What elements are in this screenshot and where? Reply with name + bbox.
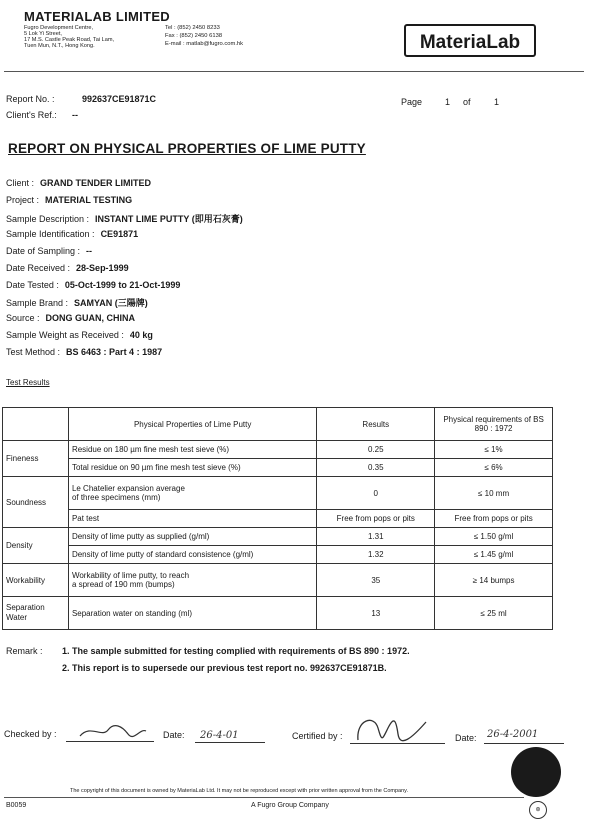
page-total: 1: [494, 97, 500, 107]
checked-by-label: Checked by :: [4, 729, 57, 739]
detail-date-of-sampling: Date of Sampling : --: [6, 246, 93, 256]
table-header-property: Physical Properties of Lime Putty: [68, 408, 316, 441]
remark-item: 2. This report is to supersede our previous test report no. 992637CE91871B.: [62, 663, 387, 673]
company-seal: [511, 747, 561, 797]
footer-divider: [4, 797, 524, 798]
group-company: A Fugro Group Company: [251, 802, 329, 809]
detail-client: Client : GRAND TENDER LIMITED: [6, 178, 152, 188]
property-cell: Le Chatelier expansion average of three specimens (mm): [68, 477, 316, 510]
category-cell: Density: [3, 528, 69, 564]
detail-sample-weight: Sample Weight as Received : 40 kg: [6, 330, 153, 340]
property-cell: Pat test: [68, 510, 316, 528]
category-cell: Workability: [3, 564, 69, 597]
table-row: [3, 546, 553, 564]
test-results-label: Test Results: [6, 378, 50, 387]
date-label: Date:: [163, 730, 185, 740]
requirement-cell: Free from pops or pits: [435, 510, 553, 528]
property-cell: Density of lime putty as supplied (g/ml): [68, 528, 316, 546]
address-line: Tuen Mun, N.T., Hong Kong.: [24, 43, 95, 49]
table-header-requirement: Physical requirements of BS 890 : 1972: [435, 408, 553, 441]
detail-sample-brand: Sample Brand : SAMYAN (三陽牌): [6, 298, 148, 308]
result-cell: 0.35: [317, 459, 435, 477]
company-name: MATERIALAB LIMITED: [24, 9, 170, 24]
table-header-blank: [3, 408, 69, 441]
category-cell: Separation Water: [3, 597, 69, 630]
property-cell: Residue on 180 µm fine mesh test sieve (%): [68, 441, 316, 459]
report-no: 992637CE91871C: [82, 94, 157, 104]
address-line: Fugro Development Centre,: [24, 25, 94, 31]
checked-date-line: [195, 742, 265, 743]
table-header-results: Results: [317, 408, 435, 441]
property-cell: Total residue on 90 µm fine mesh test sieve (%): [68, 459, 316, 477]
requirement-cell: ≤ 1%: [435, 441, 553, 459]
requirement-cell: ≤ 10 mm: [435, 477, 553, 510]
result-cell: 35: [317, 564, 435, 597]
copyright-notice: The copyright of this document is owned by MateriaLab Ltd. It may not be reproduced except with prior written approval from the Company.: [70, 788, 409, 794]
requirement-cell: ≤ 6%: [435, 459, 553, 477]
certified-date-label: Date:: [455, 733, 477, 743]
detail-source: Source : DONG GUAN, CHINA: [6, 313, 136, 323]
result-cell: 0.25: [317, 441, 435, 459]
requirement-cell: ≤ 1.50 g/ml: [435, 528, 553, 546]
certified-date-line: [484, 743, 564, 744]
result-cell: 1.31: [317, 528, 435, 546]
requirement-cell: ≤ 1.45 g/ml: [435, 546, 553, 564]
property-cell: Separation water on standing (ml): [68, 597, 316, 630]
remark-item: 1. The sample submitted for testing complied with requirements of BS 890 : 1972.: [62, 646, 410, 656]
table-row: [3, 441, 553, 459]
detail-project: Project : MATERIAL TESTING: [6, 195, 133, 205]
detail-test-method: Test Method : BS 6463 : Part 4 : 1987: [6, 347, 163, 357]
contact-fax: Fax : (852) 2450 6138: [165, 33, 223, 39]
page-current: 1: [445, 97, 451, 107]
address-line: 17 M.S. Castle Peak Road, Tai Lam,: [24, 37, 115, 43]
result-cell: 13: [317, 597, 435, 630]
contact-tel: Tel : (852) 2450 8233: [165, 25, 220, 31]
detail-date-tested: Date Tested : 05-Oct-1999 to 21-Oct-1999: [6, 280, 181, 290]
checked-date: 26-4-01: [200, 730, 239, 741]
clients-ref-label: Client's Ref.:: [6, 110, 57, 120]
report-no-label: Report No. :: [6, 94, 55, 104]
property-cell: Workability of lime putty, to reach a spread of 190 mm (bumps): [68, 564, 316, 597]
results-table: [2, 407, 553, 630]
property-cell: Density of lime putty of standard consistence (g/ml): [68, 546, 316, 564]
table-row: [3, 528, 553, 546]
result-cell: 1.32: [317, 546, 435, 564]
table-row: [3, 510, 553, 528]
category-cell: Soundness: [3, 477, 69, 528]
form-code: B0059: [6, 802, 27, 809]
certified-by-line: [350, 743, 445, 744]
certified-date: 26-4-2001: [487, 729, 539, 740]
page-label: Page: [401, 97, 423, 107]
certified-by-signature: [352, 710, 434, 744]
requirement-cell: ≤ 25 ml: [435, 597, 553, 630]
table-row: [3, 459, 553, 477]
detail-sample-identification: Sample Identification : CE91871: [6, 229, 139, 239]
table-header-row: [3, 408, 553, 441]
category-cell: Fineness: [3, 441, 69, 477]
clients-ref: --: [72, 110, 78, 120]
detail-date-received: Date Received : 28-Sep-1999: [6, 263, 129, 273]
checked-by-line: [66, 741, 154, 742]
address-line: 5 Lok Yi Street,: [24, 31, 62, 37]
remark-label: Remark :: [6, 646, 43, 656]
table-row: [3, 597, 553, 630]
certified-by-label: Certified by :: [292, 731, 343, 741]
contact-email: E-mail : matlab@fugro.com.hk: [165, 41, 244, 47]
requirement-cell: ≥ 14 bumps: [435, 564, 553, 597]
table-row: [3, 564, 553, 597]
result-cell: 0: [317, 477, 435, 510]
page-of: of: [463, 97, 471, 107]
result-cell: Free from pops or pits: [317, 510, 435, 528]
report-title: REPORT ON PHYSICAL PROPERTIES OF LIME PUTTY: [8, 141, 366, 156]
detail-sample-description: Sample Description : INSTANT LIME PUTTY (即用石灰膏): [6, 214, 243, 224]
header-divider: [4, 71, 584, 72]
fugro-emblem-icon: ⊛: [529, 801, 547, 819]
company-logo: MateriaLab: [404, 24, 536, 57]
table-row: [3, 477, 553, 510]
checked-by-signature: [78, 722, 148, 742]
